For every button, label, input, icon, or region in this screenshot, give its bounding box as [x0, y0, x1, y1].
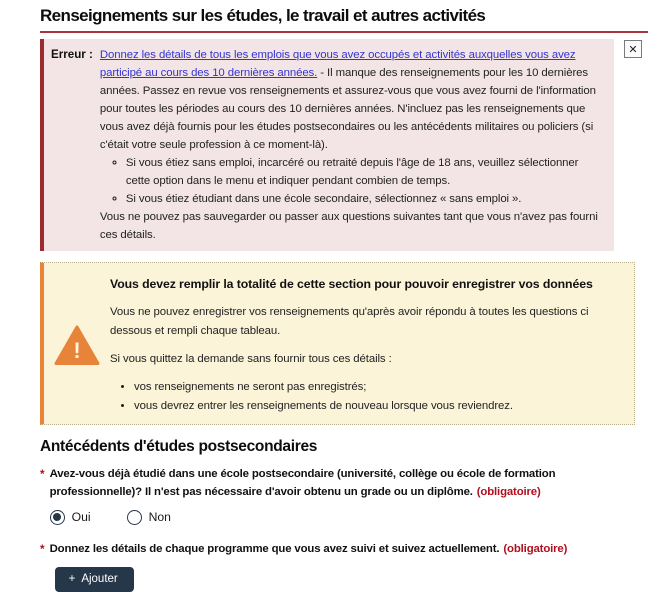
radio-option-oui[interactable] [50, 508, 91, 526]
list-item: • vous devrez entrer les renseignements de nouveau lorsque vous reviendrez. [134, 397, 620, 416]
question-postsecondary-studied [40, 465, 648, 526]
radio-label: Non [148, 510, 171, 524]
warning-paragraph-1: Vous ne pouvez enregistrer vos renseignements qu'après avoir répondu à toutes les questions ci dessous et rempli chaque tableau. [110, 306, 589, 337]
warning-triangle-icon [54, 325, 100, 366]
error-detail-link[interactable]: Donnez les détails de tous les emplois que vous avez occupés et activités auxquelles vous avez participé au cours des 10 dernières années. [99, 49, 576, 79]
question-text: Donnez les détails de chaque programme que vous avez suivi et suivez actuellement. [49, 543, 500, 555]
plus-icon: + [68, 573, 76, 585]
close-error-button[interactable] [624, 40, 642, 58]
warning-bullet-list [110, 378, 620, 416]
question-program-details [40, 540, 648, 592]
section-heading-postsecondary: Antécédents d'études postsecondaires [40, 438, 318, 455]
list-item: • vos renseignements ne seront pas enregistrés; [134, 378, 620, 397]
error-paragraph [100, 46, 604, 154]
required-badge: (obligatoire) [476, 486, 541, 498]
radio-selected-icon[interactable] [50, 510, 65, 525]
error-footer-text: Vous ne pouvez pas sauvegarder ou passer aux questions suivantes tant que vous n'avez pas fourni ces détails. [99, 211, 598, 241]
error-label: Erreur : [51, 48, 93, 61]
radio-group-oui-non [50, 508, 648, 526]
svg-text:!: ! [73, 338, 81, 363]
list-item: ◦ Si vous étiez étudiant dans une école secondaire, sélectionnez « sans emploi ». [126, 190, 604, 208]
error-message-text: - Il manque des renseignements pour les 10 dernières années. Passez en revue vos renseignements et assurez-vous que vous avez fourni de l'information pour toutes les périodes au cours des 10 dernières années. N'incluez pas les renseignements que vous avez déjà fournis pour les études postsecondaires ou les antécédents militaires ou policiers (si c'était votre seule profession à ce moment-là). [99, 67, 596, 151]
close-icon: ✕ [628, 43, 638, 56]
list-item: ◦ Si vous étiez sans emploi, incarcéré ou retraité depuis l'âge de 18 ans, veuillez sélectionner cette option dans le menu et indiquer pendant combien de temps. [126, 154, 604, 190]
error-alert-row [40, 39, 642, 251]
add-button-label: Ajouter [81, 573, 118, 585]
add-button[interactable] [55, 567, 134, 592]
warning-box [40, 262, 635, 425]
question-text: Avez-vous déjà étudié dans une école postsecondaire (université, collège ou école de formation professionnelle)? Il n'est pas nécessaire d'avoir obtenu un grade ou un diplôme. [49, 468, 556, 498]
radio-label: Oui [71, 510, 91, 524]
required-asterisk: * [40, 467, 45, 481]
warning-title: Vous devez remplir la totalité de cette section pour pouvoir enregistrer vos données [110, 277, 593, 291]
required-badge: (obligatoire) [503, 543, 568, 555]
radio-unselected-icon[interactable] [127, 510, 142, 525]
radio-option-non[interactable] [127, 508, 171, 526]
error-bullet-list [100, 154, 604, 208]
page-title: Renseignements sur les études, le travail et autres activités [40, 6, 648, 33]
required-asterisk: * [40, 542, 45, 556]
warning-paragraph-2: Si vous quittez la demande sans fournir tous ces détails : [110, 353, 392, 365]
warning-content [110, 275, 620, 416]
error-alert [40, 39, 614, 251]
error-content [100, 46, 604, 244]
